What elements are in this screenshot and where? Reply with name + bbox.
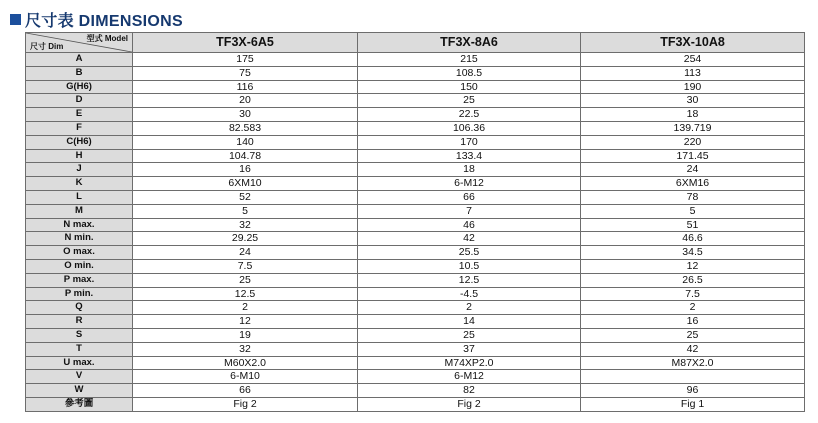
column-header: TF3X-10A8 xyxy=(581,33,805,53)
table-row xyxy=(26,163,805,177)
table-cell: 26.5 xyxy=(581,273,805,287)
row-label: S xyxy=(26,328,133,342)
table-cell: 10.5 xyxy=(358,259,581,273)
table-cell: 25 xyxy=(358,328,581,342)
table-cell: 96 xyxy=(581,384,805,398)
table-cell: M60X2.0 xyxy=(133,356,358,370)
table-row xyxy=(26,204,805,218)
table-cell: 30 xyxy=(133,108,358,122)
table-cell: 5 xyxy=(581,204,805,218)
table-row xyxy=(26,232,805,246)
dimensions-table xyxy=(25,32,805,412)
table-cell: M87X2.0 xyxy=(581,356,805,370)
table-row xyxy=(26,397,805,411)
table-cell: 12 xyxy=(581,259,805,273)
table-cell: 104.78 xyxy=(133,149,358,163)
table-cell: 42 xyxy=(581,342,805,356)
table-row xyxy=(26,246,805,260)
table-cell: 37 xyxy=(358,342,581,356)
table-cell: 6XM10 xyxy=(133,177,358,191)
table-cell: 20 xyxy=(133,94,358,108)
row-label: L xyxy=(26,190,133,204)
dimensions-table-container xyxy=(25,32,804,412)
table-cell: 190 xyxy=(581,80,805,94)
table-header-row xyxy=(26,33,805,53)
row-label: N max. xyxy=(26,218,133,232)
row-label: H xyxy=(26,149,133,163)
column-header: TF3X-8A6 xyxy=(358,33,581,53)
row-label: C(H6) xyxy=(26,135,133,149)
table-cell: 12.5 xyxy=(358,273,581,287)
table-row xyxy=(26,384,805,398)
table-cell: 30 xyxy=(581,94,805,108)
row-label: B xyxy=(26,66,133,80)
row-label: R xyxy=(26,315,133,329)
table-row xyxy=(26,121,805,135)
table-cell: 2 xyxy=(358,301,581,315)
table-cell: 51 xyxy=(581,218,805,232)
table-cell: 220 xyxy=(581,135,805,149)
section-title xyxy=(10,8,183,30)
row-label: M xyxy=(26,204,133,218)
table-cell: 171.45 xyxy=(581,149,805,163)
table-row xyxy=(26,190,805,204)
table-cell: 12.5 xyxy=(133,287,358,301)
table-cell: 5 xyxy=(133,204,358,218)
table-cell: 7 xyxy=(358,204,581,218)
table-cell: 215 xyxy=(358,53,581,67)
table-cell: 32 xyxy=(133,342,358,356)
table-cell: 24 xyxy=(581,163,805,177)
table-cell: 6XM16 xyxy=(581,177,805,191)
row-label: F xyxy=(26,121,133,135)
table-cell: 19 xyxy=(133,328,358,342)
table-cell: 34.5 xyxy=(581,246,805,260)
table-cell: 24 xyxy=(133,246,358,260)
table-cell: 14 xyxy=(358,315,581,329)
table-cell: 7.5 xyxy=(581,287,805,301)
table-cell xyxy=(581,370,805,384)
table-cell: 139.719 xyxy=(581,121,805,135)
row-label: Q xyxy=(26,301,133,315)
table-cell: 16 xyxy=(581,315,805,329)
table-cell: 25 xyxy=(581,328,805,342)
table-cell: 29.25 xyxy=(133,232,358,246)
table-row xyxy=(26,108,805,122)
row-label: E xyxy=(26,108,133,122)
table-cell: 18 xyxy=(581,108,805,122)
table-row xyxy=(26,315,805,329)
table-row xyxy=(26,328,805,342)
table-row xyxy=(26,301,805,315)
table-row xyxy=(26,135,805,149)
row-label: P min. xyxy=(26,287,133,301)
table-cell: Fig 1 xyxy=(581,397,805,411)
table-cell: 6-M12 xyxy=(358,370,581,384)
table-cell: 52 xyxy=(133,190,358,204)
corner-dim-label: 尺寸 Dim xyxy=(30,42,64,51)
table-cell: 6-M10 xyxy=(133,370,358,384)
table-cell: 25.5 xyxy=(358,246,581,260)
row-label: K xyxy=(26,177,133,191)
row-label: G(H6) xyxy=(26,80,133,94)
table-cell: 66 xyxy=(133,384,358,398)
table-cell: 42 xyxy=(358,232,581,246)
row-label: D xyxy=(26,94,133,108)
table-cell: 46.6 xyxy=(581,232,805,246)
table-cell: 75 xyxy=(133,66,358,80)
table-cell: 113 xyxy=(581,66,805,80)
table-row xyxy=(26,370,805,384)
table-cell: 175 xyxy=(133,53,358,67)
table-row xyxy=(26,53,805,67)
table-cell: 6-M12 xyxy=(358,177,581,191)
row-label: A xyxy=(26,53,133,67)
table-cell: 254 xyxy=(581,53,805,67)
table-row xyxy=(26,218,805,232)
title-text: 尺寸表 DIMENSIONS xyxy=(25,12,183,30)
table-row xyxy=(26,94,805,108)
row-label: N min. xyxy=(26,232,133,246)
table-row xyxy=(26,66,805,80)
table-cell: 116 xyxy=(133,80,358,94)
table-cell: 140 xyxy=(133,135,358,149)
table-cell: 106.36 xyxy=(358,121,581,135)
table-cell: Fig 2 xyxy=(358,397,581,411)
table-cell: 82 xyxy=(358,384,581,398)
table-body xyxy=(26,53,805,412)
table-row xyxy=(26,273,805,287)
table-cell: 133.4 xyxy=(358,149,581,163)
table-cell: 108.5 xyxy=(358,66,581,80)
corner-model-label: 型式 Model xyxy=(86,34,128,43)
table-row xyxy=(26,149,805,163)
table-cell: 82.583 xyxy=(133,121,358,135)
table-row xyxy=(26,356,805,370)
table-cell: M74XP2.0 xyxy=(358,356,581,370)
column-header: TF3X-6A5 xyxy=(133,33,358,53)
table-row xyxy=(26,177,805,191)
table-row xyxy=(26,80,805,94)
table-cell: 46 xyxy=(358,218,581,232)
table-cell: 78 xyxy=(581,190,805,204)
table-cell: 25 xyxy=(358,94,581,108)
table-cell: 2 xyxy=(581,301,805,315)
table-row xyxy=(26,342,805,356)
square-bullet-icon xyxy=(10,14,21,25)
header-corner-cell xyxy=(26,33,133,53)
row-label: W xyxy=(26,384,133,398)
table-row xyxy=(26,259,805,273)
table-row xyxy=(26,287,805,301)
row-label: U max. xyxy=(26,356,133,370)
row-label: O max. xyxy=(26,246,133,260)
table-cell: 150 xyxy=(358,80,581,94)
row-label: P max. xyxy=(26,273,133,287)
table-cell: 66 xyxy=(358,190,581,204)
row-label: 參考圖 xyxy=(26,397,133,411)
table-cell: 32 xyxy=(133,218,358,232)
table-cell: 22.5 xyxy=(358,108,581,122)
table-cell: -4.5 xyxy=(358,287,581,301)
row-label: J xyxy=(26,163,133,177)
table-cell: 25 xyxy=(133,273,358,287)
row-label: V xyxy=(26,370,133,384)
row-label: T xyxy=(26,342,133,356)
table-cell: Fig 2 xyxy=(133,397,358,411)
row-label: O min. xyxy=(26,259,133,273)
table-cell: 12 xyxy=(133,315,358,329)
table-cell: 18 xyxy=(358,163,581,177)
table-cell: 2 xyxy=(133,301,358,315)
table-cell: 170 xyxy=(358,135,581,149)
table-cell: 16 xyxy=(133,163,358,177)
table-cell: 7.5 xyxy=(133,259,358,273)
